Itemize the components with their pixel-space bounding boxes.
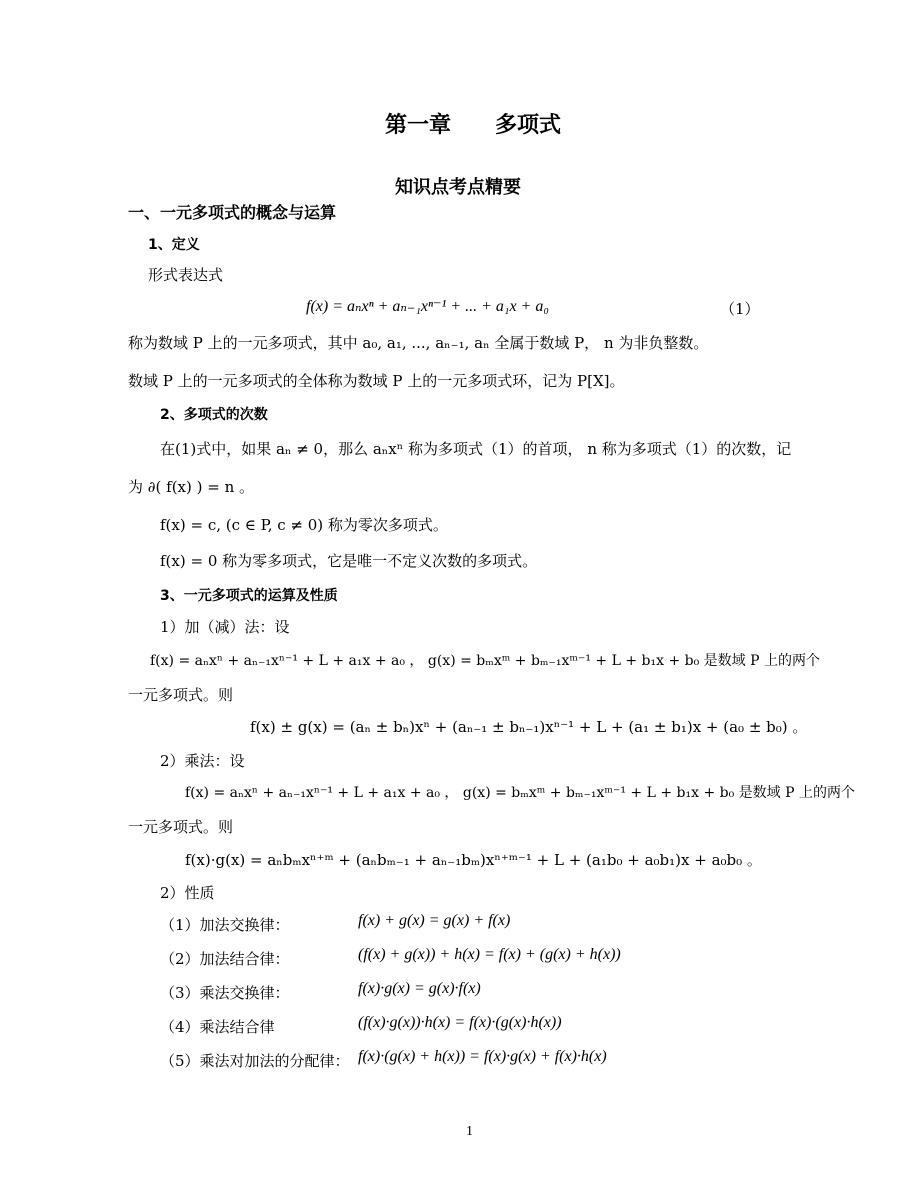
property-3-formula: f(x)·g(x) = g(x)·f(x)	[358, 980, 481, 997]
degree-line-4: f(x) = 0 称为零多项式，它是唯一不定义次数的多项式。	[160, 552, 538, 570]
property-5-label: （5）乘法对加法的分配律：	[160, 1052, 350, 1070]
operations-heading: 3、一元多项式的运算及性质	[160, 588, 338, 604]
addition-line-1: f(x) = aₙxⁿ + aₙ₋₁xⁿ⁻¹ + L + a₁x + a₀ ， g(x) = bₘxᵐ + bₘ₋₁xᵐ⁻¹ + L + b₁x + b₀ 是数域 P 上的两个	[150, 653, 820, 669]
property-1-formula: f(x) + g(x) = g(x) + f(x)	[358, 912, 511, 929]
multiplication-line-1: f(x) = aₙxⁿ + aₙ₋₁xⁿ⁻¹ + L + a₁x + a₀ ， g(x) = bₘxᵐ + bₘ₋₁xᵐ⁻¹ + L + b₁x + b₀ 是数域 P 上的两个	[185, 785, 855, 801]
property-5-formula: f(x)·(g(x) + h(x)) = f(x)·g(x) + f(x)·h(x)	[358, 1048, 607, 1065]
degree-heading: 2、多项式的次数	[160, 407, 268, 423]
polynomial-formula: f(x) = aₙxⁿ + aₙ₋₁xⁿ⁻¹ + ... + a₁x + a₀	[306, 298, 549, 315]
degree-line-3: f(x) = c, (c ∈ P, c ≠ 0) 称为零次多项式。	[160, 516, 448, 534]
definition-line-1: 称为数域 P 上的一元多项式，其中 a₀, a₁, ..., aₙ₋₁, aₙ 全属于数域 P， n 为非负整数。	[128, 334, 709, 352]
equation-number: （1）	[720, 300, 760, 318]
definition-line-2: 数域 P 上的一元多项式的全体称为数域 P 上的一元多项式环，记为 P[X]。	[128, 372, 625, 390]
addition-result: f(x) ± g(x) = (aₙ ± bₙ)xⁿ + (aₙ₋₁ ± bₙ₋₁)xⁿ⁻¹ + L + (a₁ ± b₁)x + (a₀ ± b₀) 。	[250, 718, 808, 736]
property-2-label: （2）加法结合律：	[160, 950, 290, 968]
multiplication-label: 2）乘法：设	[160, 752, 245, 770]
chapter-title: 第一章 多项式	[385, 113, 562, 138]
property-2-formula: (f(x) + g(x)) + h(x) = f(x) + (g(x) + h(x))	[358, 946, 621, 963]
property-3-label: （3）乘法交换律：	[160, 984, 290, 1002]
definition-intro: 形式表达式	[148, 266, 224, 284]
section-heading: 知识点考点精要	[395, 177, 521, 198]
page-number: 1	[466, 1124, 473, 1139]
definition-heading: 1、定义	[148, 237, 200, 253]
degree-line-2: 为 ∂( f(x) ) = n 。	[128, 478, 255, 496]
addition-label: 1）加（减）法：设	[160, 618, 290, 636]
property-4-label: （4）乘法结合律	[160, 1018, 275, 1036]
multiplication-result: f(x)·g(x) = aₙbₘxⁿ⁺ᵐ + (aₙbₘ₋₁ + aₙ₋₁bₘ)xⁿ⁺ᵐ⁻¹ + L + (a₁b₀ + a₀b₁)x + a₀b₀ 。	[185, 851, 762, 869]
property-1-label: （1）加法交换律：	[160, 916, 290, 934]
property-4-formula: (f(x)·g(x))·h(x) = f(x)·(g(x)·h(x))	[358, 1014, 562, 1031]
multiplication-line-2: 一元多项式。则	[128, 818, 234, 836]
addition-line-2: 一元多项式。则	[128, 686, 234, 704]
part1-heading: 一、一元多项式的概念与运算	[128, 203, 337, 222]
properties-label: 2）性质	[160, 884, 215, 902]
degree-line-1: 在(1)式中，如果 aₙ ≠ 0，那么 aₙxⁿ 称为多项式（1）的首项， n 称为多项式（1）的次数，记	[160, 440, 792, 458]
